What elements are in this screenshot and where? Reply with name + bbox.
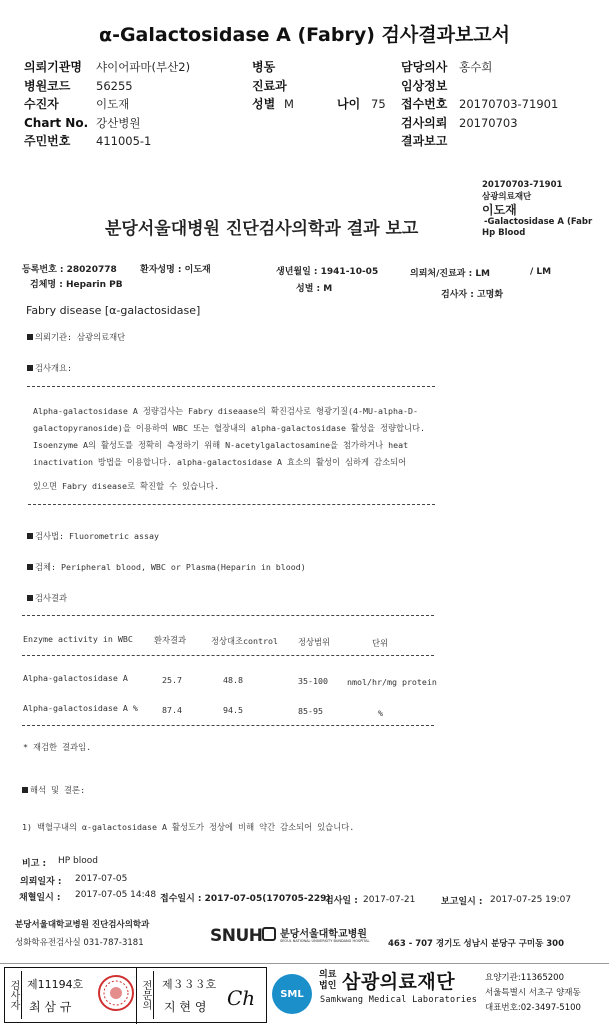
resident-no-value: 411005-1: [96, 134, 152, 148]
institution-label: 의뢰기관명: [24, 60, 82, 74]
report-date-value: 2017-07-25 19:07: [490, 895, 572, 905]
table-header-patient: 환자결과: [154, 635, 187, 645]
overview-line-5: 있으면 Fabry disease로 확진할 수 있습니다.: [33, 481, 220, 491]
scan-sex: 성별 : M: [296, 284, 333, 294]
specimen-line: [27, 561, 306, 573]
method-text: 검사법: Fluorometric assay: [35, 531, 159, 541]
specimen-name: 검체명 : Heparin PB: [30, 280, 123, 290]
divider: [22, 615, 434, 616]
org-en-name: Samkwang Medical Laboratories: [320, 995, 478, 1005]
collect-date: 채혈일시 :: [19, 893, 61, 903]
header-col2: [252, 56, 386, 112]
sml-logo: SML: [272, 974, 312, 1014]
table-row-1-control: 48.8: [223, 675, 243, 685]
chart-no-label: Chart No.: [24, 115, 89, 130]
interpretation-heading: [22, 784, 85, 796]
contact: 성화학유전검사실 031-787-3181: [15, 938, 144, 948]
header-col3: [401, 56, 558, 149]
sex-value: M: [284, 97, 294, 111]
corp-label-2: 법인: [319, 981, 337, 991]
snuh-emblem-icon: [262, 927, 276, 941]
report-date: 보고일시 :: [441, 897, 483, 907]
sticker-line2: 삼광의료재단: [482, 192, 532, 202]
table-header-enzyme: Enzyme activity in WBC: [23, 634, 133, 644]
patient-name: 환자성명 : 이도재: [140, 265, 211, 275]
request-date-value: 2017-07-05: [75, 874, 128, 884]
examiner-license: 제11194호: [27, 978, 84, 991]
divider: [22, 725, 434, 726]
collect-date-value: 2017-07-05 14:48: [75, 890, 157, 900]
corp-label-1: 의료: [319, 970, 337, 980]
age-value: 75: [371, 97, 386, 111]
referrer-dept: / LM: [530, 267, 552, 277]
table-row-1-range: 35-100: [298, 676, 328, 686]
examiner-box: [4, 967, 267, 1023]
corp-label: [319, 970, 336, 992]
overview-line-3: Isoenzyme A의 활성도를 정확히 측정하기 위해 N-acetylgalactosamine을 첨가하거나 heat: [33, 440, 409, 450]
remark-value: HP blood: [58, 856, 98, 866]
institution-line: [27, 331, 125, 343]
overview-line-2: galactopyranoside)을 이용하여 WBC 또는 혈장내의 alpha-galactosidase 활성을 정량합니다.: [33, 423, 426, 433]
footer: [0, 963, 609, 1031]
sticker-line3: 이도재: [482, 203, 517, 217]
scan-title: 분당서울대병원 진단검사의학과 결과 보고: [105, 219, 419, 239]
sticker-line1: 20170703-71901: [482, 180, 563, 190]
request-date-label: 검사의뢰: [401, 115, 448, 130]
divider: [27, 386, 435, 387]
ward-label: 병동: [252, 60, 276, 74]
overview-line-4: inactivation 방법을 이용합니다. alpha-galactosidase A 효소의 활성이 심하게 감소되어: [33, 457, 407, 467]
overview-heading: [27, 362, 72, 374]
table-row-1-patient: 25.7: [162, 675, 182, 685]
patient-label: 수진자: [24, 97, 59, 111]
institution-text: 의뢰기관: 삼광의료재단: [35, 332, 126, 342]
examiner-box-label: 검사자: [6, 971, 22, 1019]
table-row-2-unit: %: [378, 708, 383, 718]
header-col1: [24, 56, 190, 149]
test-name: Fabry disease [α-galactosidase]: [26, 304, 201, 317]
hospital-code-value: 56255: [96, 78, 133, 93]
registration-no: 등록번호 : 28020778: [22, 265, 117, 275]
receipt-no-label: 접수번호: [401, 97, 448, 111]
overview-heading-text: 검사개요:: [35, 363, 73, 373]
doctor-label: 담당의사: [401, 60, 448, 74]
table-row-1-name: Alpha-galactosidase A: [23, 673, 128, 683]
patient-value: 이도재: [96, 97, 130, 111]
table-header-control: 정상대조control: [211, 636, 279, 646]
table-row-2-patient: 87.4: [162, 705, 182, 715]
table-row-2-range: 85-95: [298, 706, 323, 716]
org-code: 요양기관:11365200: [485, 973, 564, 983]
sticker-line4: -Galactosidase A (Fabr: [484, 217, 593, 227]
specimen-line-text: 검체: Peripheral blood, WBC or Plasma(Heparin in blood): [35, 562, 306, 572]
request-date: 의뢰일자 :: [20, 877, 62, 887]
doctor-value: 홍수희: [459, 60, 493, 74]
department-label: 진료과: [252, 78, 287, 93]
sticker-line5: Hp Blood: [482, 228, 526, 238]
referrer: 의뢰처/진료과 : LM: [410, 269, 491, 279]
examiner-name: 최 삼 규: [29, 1000, 72, 1014]
org-address: 서울특별시 서초구 양재동: [485, 988, 581, 998]
examiner-seal-icon: [97, 974, 135, 1012]
results-heading-text: 검사결과: [35, 593, 68, 603]
snuh-name: 분당서울대학교병원: [280, 929, 367, 940]
specialist-name: 지 현 영: [164, 1000, 207, 1014]
divider: [22, 655, 434, 656]
receipt-no-value: 20170703-71901: [459, 97, 559, 111]
institution-value: 샤이어파마(부산2): [96, 60, 191, 74]
snuh-sub: SEOUL NATIONAL UNIVERSITY BUNDANG HOSPITAL: [280, 939, 370, 943]
org-name: 삼광의료재단: [342, 971, 456, 993]
report-title: α-Galactosidase A (Fabry) 검사결과보고서: [99, 24, 510, 46]
specialist-box-label: 전문의: [138, 971, 154, 1019]
overview-line-1: Alpha-galactosidase A 정량검사는 Fabry diseaase의 확진검사로 형광기질(4-MU-alpha-D-: [33, 406, 418, 416]
specialist-signature: Ch: [227, 986, 256, 1010]
chart-no-value: 강산병원: [96, 115, 141, 130]
sex-label: 성별: [252, 97, 276, 111]
receive-date: 접수일시 : 2017-07-05(170705-229): [160, 894, 331, 904]
box-divider: [136, 968, 137, 1024]
address: 463 - 707 경기도 성남시 분당구 구미동 300: [388, 939, 565, 949]
request-date-value: 20170703: [459, 115, 518, 130]
org-phone: 대표번호:02-3497-5100: [485, 1003, 581, 1013]
results-heading: [27, 592, 67, 604]
test-date: 검사일 :: [325, 896, 358, 906]
table-row-1-unit: nmol/hr/mg protein: [347, 677, 437, 687]
scanned-report: [0, 168, 609, 960]
table-header-range: 정상범위: [298, 637, 331, 647]
resident-no-label: 주민번호: [24, 134, 71, 148]
table-header-unit: 단위: [372, 638, 389, 648]
birth-date: 생년월일 : 1941-10-05: [276, 267, 379, 277]
dept-name: 분당서울대학교병원 진단검사의학과: [15, 920, 150, 930]
interpretation-heading-text: 해석 및 결론:: [30, 785, 86, 795]
table-row-2-control: 94.5: [223, 705, 243, 715]
snuh-logo: SNUH: [210, 926, 263, 946]
result-report-label: 결과보고: [401, 134, 448, 148]
age-label: 나이: [337, 97, 361, 111]
hospital-code-label: 병원코드: [24, 78, 71, 93]
specialist-license: 제３３３호: [162, 978, 217, 991]
clinical-info-label: 임상정보: [401, 78, 448, 93]
test-date-value: 2017-07-21: [363, 895, 416, 905]
retest-note: * 재검한 결과임.: [23, 742, 92, 752]
examiner: 검사자 : 고명화: [441, 290, 504, 300]
divider: [28, 504, 435, 505]
remark-label: 비고 :: [22, 859, 47, 869]
method-line: [27, 530, 159, 542]
interpretation-text: 1) 백혈구내의 α-galactosidase A 활성도가 정상에 비해 약간 감소되어 있습니다.: [22, 822, 355, 832]
table-row-2-name: Alpha-galactosidase A %: [23, 703, 138, 713]
